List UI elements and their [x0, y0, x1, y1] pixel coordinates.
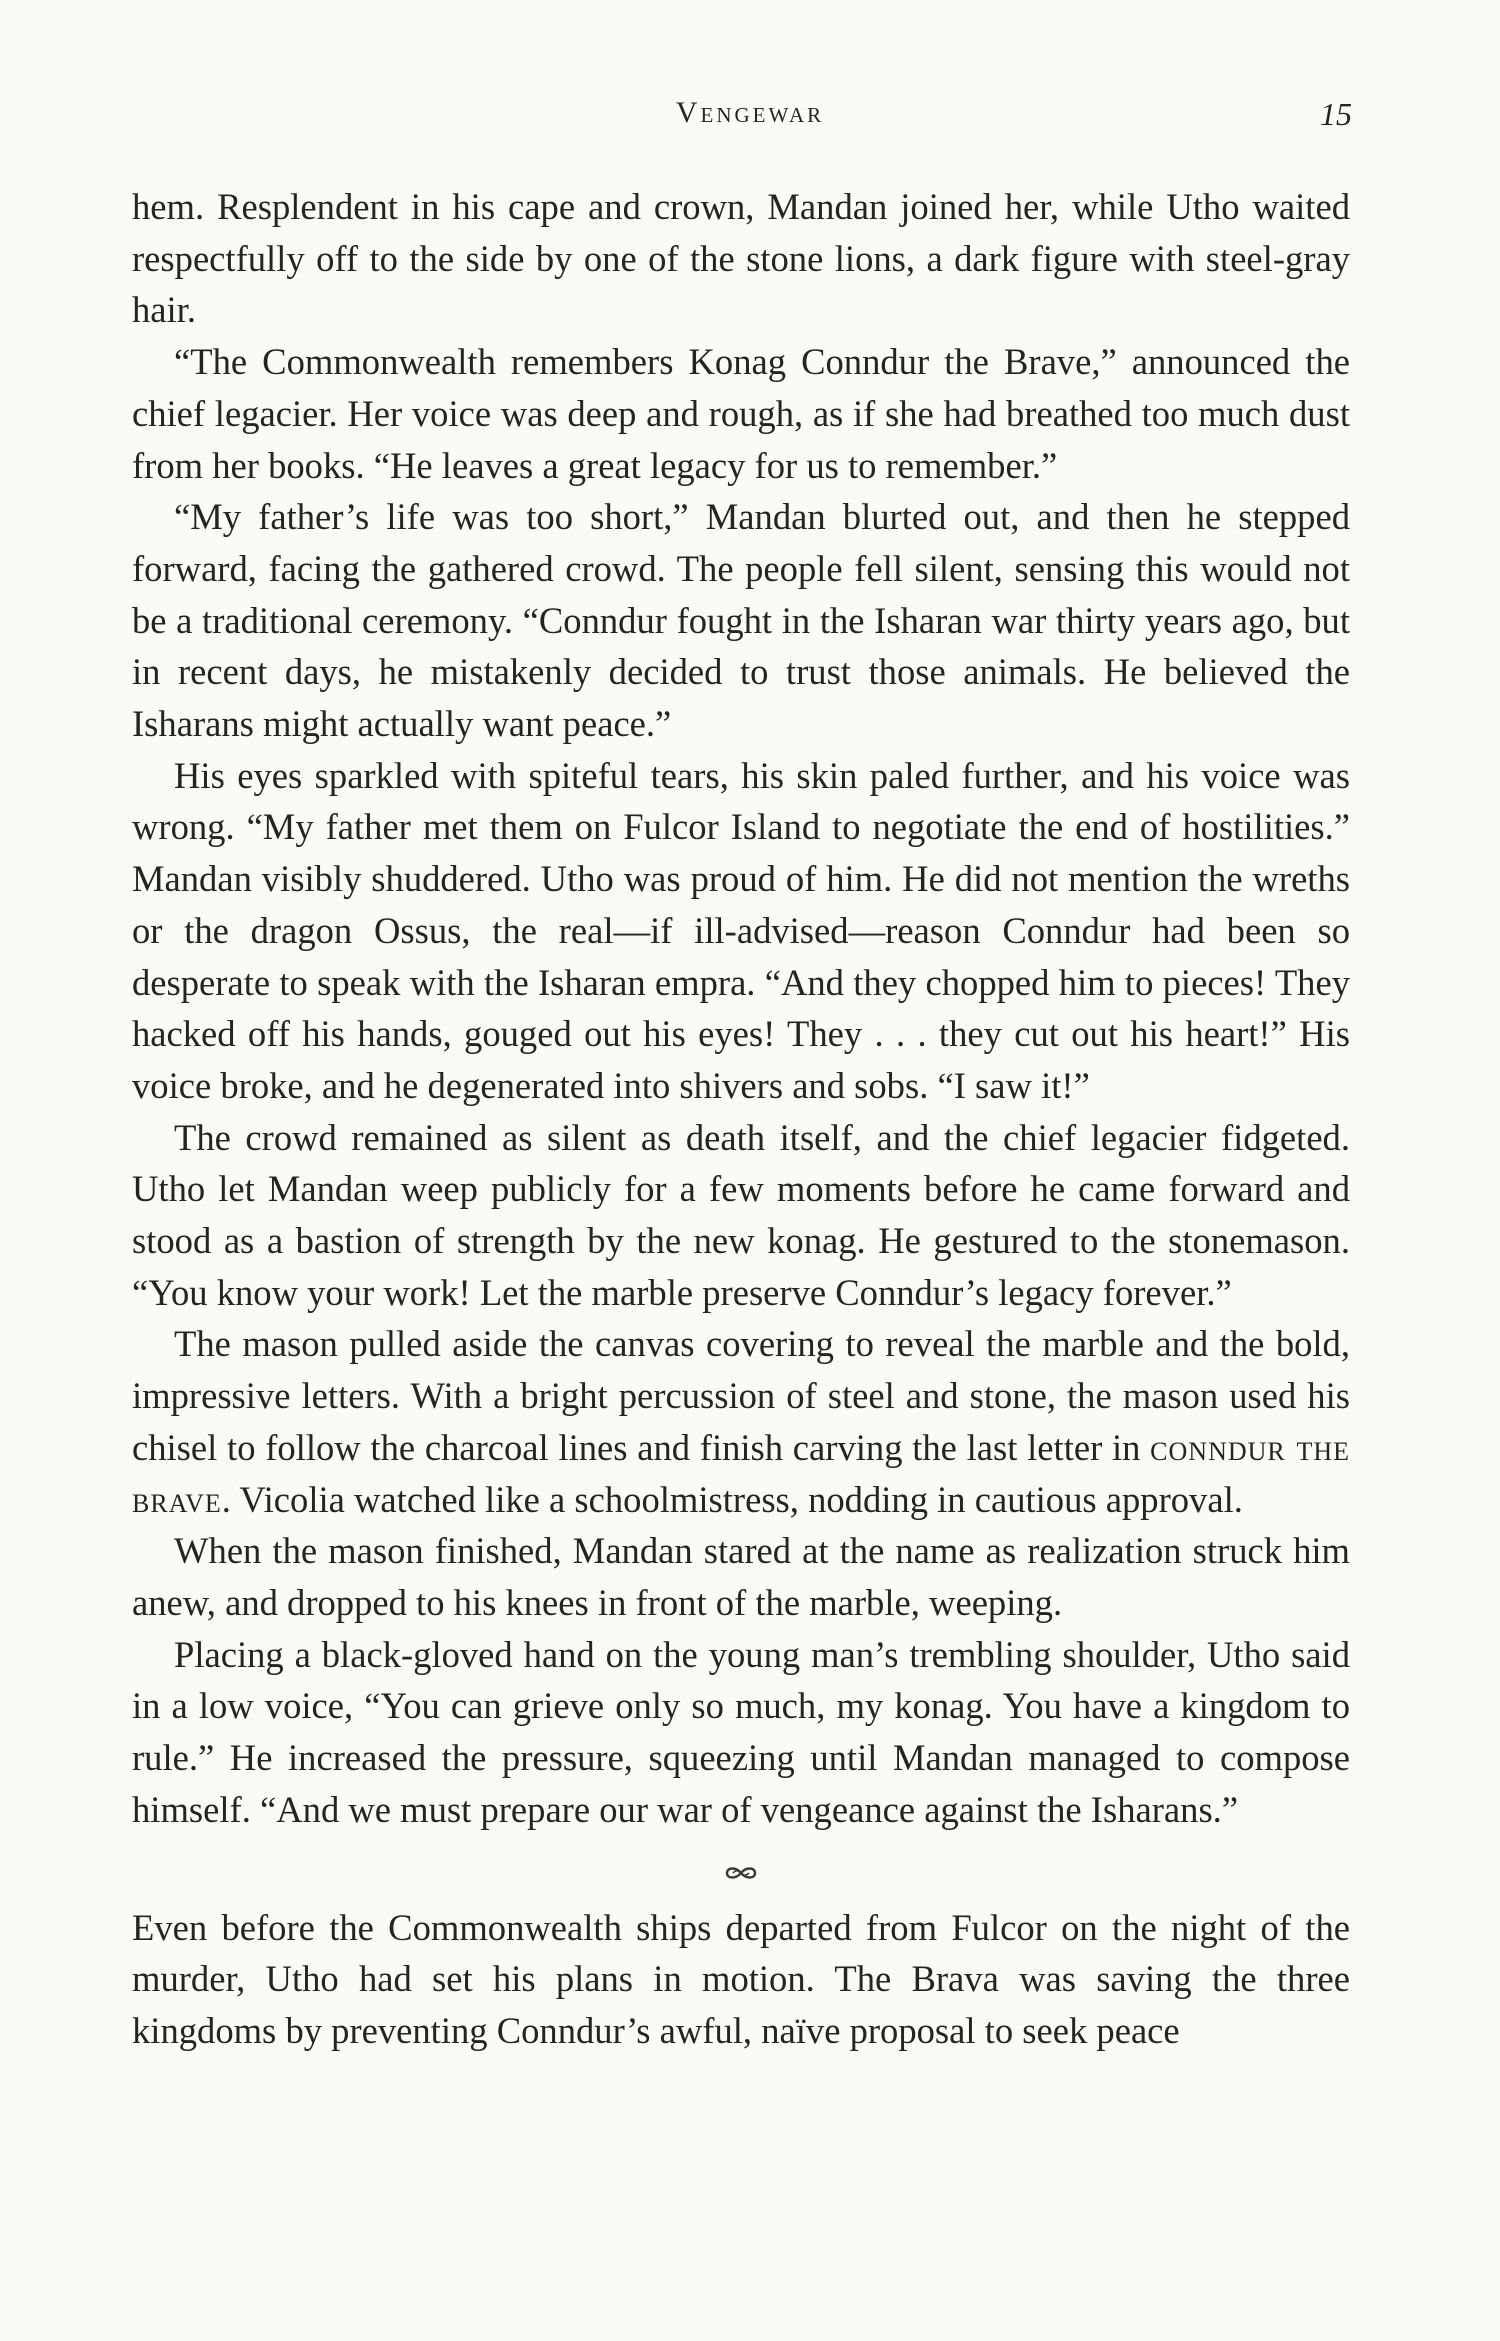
paragraph: When the mason finished, Mandan stared at the name as realization struck him anew, and dropped to his knees in front of the marble, weeping. [132, 1530, 1350, 1623]
section-break [132, 1840, 1350, 1900]
page-header [0, 96, 1500, 136]
carved-name: conndur the brave [132, 1426, 1350, 1520]
paragraph: His eyes sparkled with spiteful tears, his skin paled further, and his voice was wrong. “My father met them on Fulcor Island to negotiate the end of hostilities.” Mandan visibly shuddered. Utho was proud of him. He did not mention the wreths or the dragon Ossus, the real—if ill-advised—reason Conndur had been so desperate to speak with the Isharan empra. “And they chopped him to pieces! They hacked off his hands, gouged out his eyes! They . . . they cut out his heart!” His voice broke, and he degenerated into shivers and sobs. “I saw it!” [132, 754, 1350, 1106]
text-run: The mason pulled aside the canvas covering to reveal the marble and the bold, impressive letters. With a bright percussion of steel and stone, the mason used his chisel to follow the charcoal lines and finish carving the last letter in [132, 1323, 1350, 1468]
paragraph: “My father’s life was too short,” Mandan blurted out, and then he stepped forward, facing the gathered crowd. The people fell silent, sensing this would not be a traditional ceremony. “Conndur fought in the Isharan war thirty years ago, but in recent days, he mistakenly decided to trust those animals. He believed the Isharans might actually want peace.” [132, 496, 1350, 745]
body-text [132, 181, 1350, 2057]
page-number: 15 [1320, 96, 1352, 132]
section-opening-paragraph: Even before the Commonwealth ships departed from Fulcor on the night of the murder, Utho had set his plans in motion. The Brava was saving the three kingdoms by preventing Conndur’s awful, naïve proposal to seek peace [132, 1906, 1350, 2051]
paragraph: Placing a black-gloved hand on the young man’s trembling shoulder, Utho said in a low voice, “You can grieve only so much, my konag. You have a kingdom to rule.” He increased the pressure, squeezing until Mandan managed to compose himself. “And we must prepare our war of vengeance against the Isharans.” [132, 1633, 1350, 1830]
paragraph: “The Commonwealth remembers Konag Conndur the Brave,” announced the chief legacier. Her voice was deep and rough, as if she had breathed too much dust from her books. “He leaves a great legacy for us to remember.” [132, 341, 1350, 486]
paragraph-mason [132, 1318, 1350, 1525]
paragraph: The crowd remained as silent as death itself, and the chief legacier fidgeted. Utho let Mandan weep publicly for a few moments before he came forward and stood as a bastion of strength by the new konag. He gestured to the stonemason. “You know your work! Let the marble preserve Conndur’s legacy forever.” [132, 1116, 1350, 1313]
knot-ornament-icon [724, 1865, 758, 1881]
paragraph: hem. Resplendent in his cape and crown, Mandan joined her, while Utho waited respectfully off to the side by one of the stone lions, a dark figure with steel-gray hair. [132, 186, 1350, 331]
running-title: Vengewar [675, 96, 825, 129]
text-run: . Vicolia watched like a schoolmistress, nodding in cautious approval. [221, 1478, 1243, 1520]
